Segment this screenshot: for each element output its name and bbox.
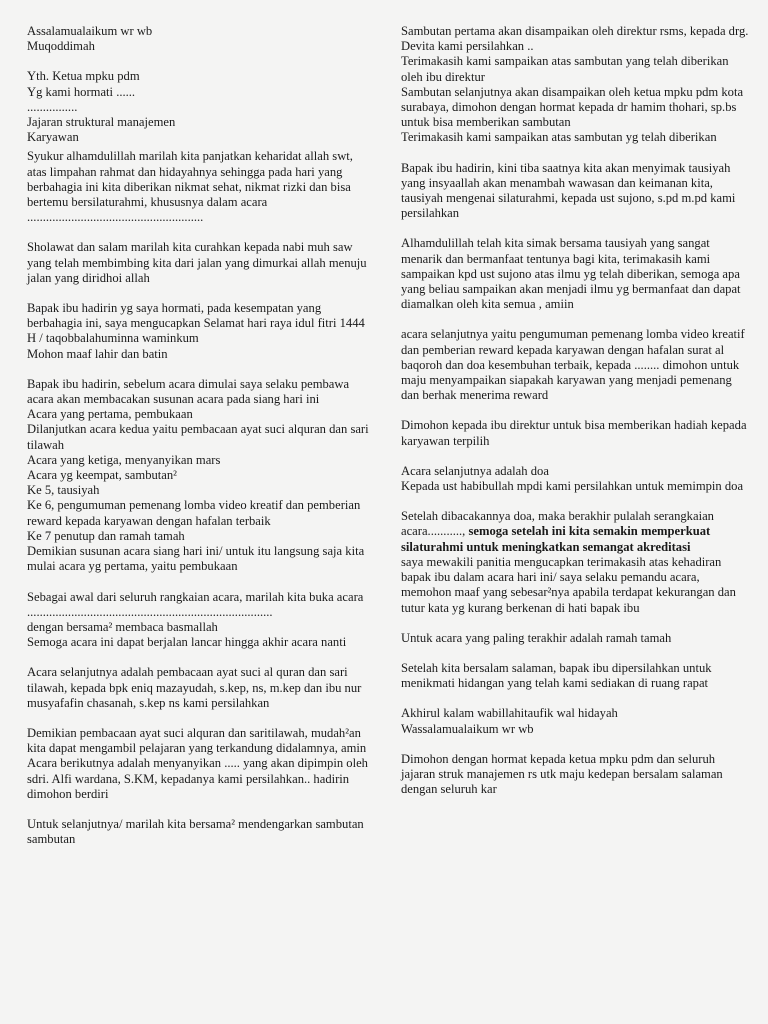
paragraph (401, 418, 751, 448)
text-line: Dilanjutkan acara kedua yaitu pembacaan ayat suci alquran dan sari tilawah (27, 422, 369, 452)
text-line: Jajaran struktural manajemen (27, 115, 176, 130)
paragraph (401, 706, 751, 736)
text-line: dengan bersama² membaca basmallah (27, 619, 218, 634)
text-line: ........................................................ (27, 210, 204, 225)
text-line: Wassalamualaikum wr wb (401, 721, 534, 736)
paragraph (401, 327, 751, 403)
paragraph (27, 817, 372, 847)
closing-text-bold: semoga setelah ini kita semakin memperkuat silaturahmi untuk meningkatkan semangat akreditasi (401, 524, 711, 554)
text-line: Karyawan (27, 130, 79, 145)
text-line: Bapak ibu hadirin yg saya hormati, pada kesempatan yang berbahagia ini, saya mengucapkan Selamat hari raya idul fitri 1444 H / taqobbalahuminna waminkum (27, 301, 365, 346)
text-line: Untuk acara yang paling terakhir adalah ramah tamah (401, 630, 672, 645)
text-line: Acara yang pertama, pembukaan (27, 407, 193, 422)
text-line: Ke 5, tausiyah (27, 483, 100, 498)
paragraph (27, 590, 372, 651)
paragraph (27, 149, 372, 225)
text-line: Acara berikutnya adalah menyanyikan ..... yang akan dipimpin oleh sdri. Alfi wardana, S.KM, kepadanya kami persilahkan.. hadirin dimohon berdiri (27, 756, 368, 801)
text-line: Syukur alhamdulillah marilah kita panjatkan keharidat allah swt, atas limpahan rahmat dan hidayahnya sehingga pada hari yang berbahagia ini kita diberikan nikmat sehat, nikmat rizki dan bisa bertemu bersilaturahmi, khususnya dalam acara (27, 149, 353, 210)
text-line: Acara yg keempat, sambutan² (27, 468, 177, 483)
right-column (401, 24, 751, 812)
text-line: Acara yang ketiga, menyanyikan mars (27, 452, 221, 467)
paragraph (27, 240, 372, 286)
text-line: Untuk selanjutnya/ marilah kita bersama² mendengarkan sambutan sambutan (27, 816, 364, 847)
text-line: Kepada ust habibullah mpdi kami persilahkan untuk memimpin doa (401, 479, 744, 494)
paragraph (27, 69, 372, 145)
text-line: ................ (27, 99, 78, 114)
text-line: Bapak ibu hadirin, kini tiba saatnya kita akan menyimak tausiyah yang insyaallah akan menambah wawasan dan keimanan kita, tausiyah mengenai silaturahmi, kepada ust sujono, s.pd m.pd kami persilahkan (401, 160, 736, 221)
text-line: Bapak ibu hadirin, sebelum acara dimulai saya selaku pembawa acara akan membacakan susunan acara pada siang hari ini (27, 376, 350, 407)
text-line: Ke 7 penutup dan ramah tamah (27, 528, 185, 543)
paragraph (401, 752, 751, 798)
paragraph (401, 24, 751, 146)
text-line: acara selanjutnya yaitu pengumuman pemenang lomba video kreatif dan pemberian reward kepada karyawan dengan hafalan surat al baqoroh dan doa kesembuhan terbaik, kepada ........ dimohon untuk maju menyampaikan siapakah karyawan yang menjadi pemenang dan berhak menerima reward (401, 327, 745, 403)
text-line: Dimohon dengan hormat kepada ketua mpku pdm dan seluruh jajaran struk manajemen rs utk maju kedepan bersalam salaman dengan seluruh kar (401, 751, 723, 797)
text-line: Terimakasih kami sampaikan atas sambutan yang telah diberikan oleh ibu direktur (401, 54, 729, 84)
left-column (27, 24, 372, 862)
text-line: Acara selanjutnya adalah doa (401, 463, 549, 478)
text-line: Acara selanjutnya adalah pembacaan ayat suci al quran dan sari tilawah, kepada bpk eniq mazayudah, s.kep, ns, m.kep dan ibu nur musyafafin chasanah, s.kep ns kami persilahkan (27, 665, 362, 710)
text-line: Akhirul kalam wabillahitaufik wal hidayah (401, 706, 618, 721)
paragraph (401, 661, 751, 691)
text-line: Sebagai awal dari seluruh rangkaian acara, marilah kita buka acara .............................................................................. (27, 589, 364, 619)
closing-text-start: Setelah dibacakannya doa, maka berakhir pulalah serangkaian acara..........., (401, 509, 714, 539)
paragraph (27, 665, 372, 711)
paragraph (401, 464, 751, 494)
closing-text-end: saya mewakili panitia mengucapkan terimakasih atas kehadiran bapak ibu dalam acara hari ini/ saya selaku pemandu acara, memohon maaf yang sebesar²nya apabila terdapat kekurangan dan tutur kata yg kurang berkenan di hati bapak ibu (401, 554, 736, 615)
text-line: Yg kami hormati ...... (27, 84, 136, 99)
text-line: Muqoddimah (27, 39, 95, 54)
text-line: Demikian pembacaan ayat suci alquran dan saritilawah, mudah²an kita dapat mengambil pelajaran yang terkandung didalamnya, amin (27, 725, 367, 756)
text-line: Sambutan pertama akan disampaikan oleh direktur rsms, kepada drg. Devita kami persilahkan .. (401, 24, 749, 54)
text-line: Mohon maaf lahir dan batin (27, 346, 168, 361)
paragraph (27, 24, 372, 54)
text-line: Terimakasih kami sampaikan atas sambutan yg telah diberikan (401, 130, 717, 145)
paragraph (27, 301, 372, 362)
paragraph (27, 377, 372, 575)
text-line: Alhamdulillah telah kita simak bersama tausiyah yang sangat menarik dan bermanfaat tentunya bagi kita, terimakasih kami sampaikan kpd ust sujono atas ilmu yg telah diberikan, semoga apa yang beliau sampaikan akan menjadi ilmu yg bermanfaat dan dapat diamalkan oleh kita semua , amiin (401, 236, 741, 312)
text-line: Assalamualaikum wr wb (27, 24, 153, 38)
text-line: Yth. Ketua mpku pdm (27, 69, 140, 84)
paragraph (401, 631, 751, 646)
text-line: Sholawat dan salam marilah kita curahkan kepada nabi muh saw yang telah membimbing kita dari jalan yang dimurkai allah menuju jalan yang diridhoi allah (27, 240, 367, 285)
paragraph (401, 161, 751, 222)
text-line: Dimohon kepada ibu direktur untuk bisa memberikan hadiah kepada karyawan terpilih (401, 418, 747, 448)
text-line: Sambutan selanjutnya akan disampaikan oleh ketua mpku pdm kota surabaya, dimohon dengan hormat kepada dr hamim thohari, sp.bs untuk bisa memberikan sambutan (401, 84, 744, 130)
paragraph (401, 236, 751, 312)
text-line: Ke 6, pengumuman pemenang lomba video kreatif dan pemberian reward kepada karyawan dengan hafalan terbaik (27, 498, 361, 528)
text-line: Semoga acara ini dapat berjalan lancar hingga akhir acara nanti (27, 635, 347, 650)
text-line: Demikian susunan acara siang hari ini/ untuk itu langsung saja kita mulai acara yg pertama, yaitu pembukaan (27, 544, 365, 574)
paragraph (27, 726, 372, 802)
paragraph (401, 509, 751, 615)
text-line: Setelah kita bersalam salaman, bapak ibu dipersilahkan untuk menikmati hidangan yang telah kami sediakan di ruang rapat (401, 660, 712, 691)
